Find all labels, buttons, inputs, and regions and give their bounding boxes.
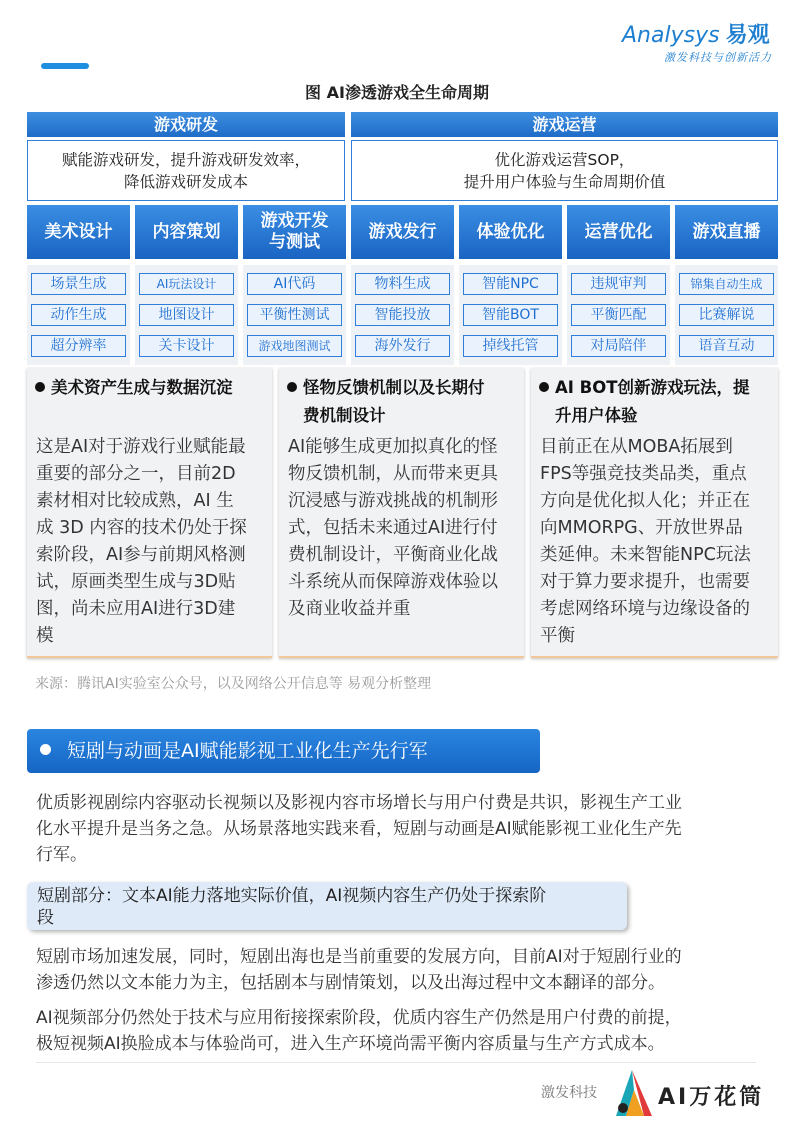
card-body-line: 素材相对比较成熟，AI 生	[36, 491, 234, 511]
capability-chip: 智能投放	[355, 304, 450, 326]
capability-chip: 超分辨率	[31, 335, 126, 357]
bullet-icon	[287, 382, 297, 392]
card-heading-text: 升用户体验	[555, 406, 638, 425]
phase-desc-ops	[351, 140, 778, 201]
card-body-line: 重要的部分之一，目前2D	[36, 464, 236, 484]
category-label-line: 游戏发行	[368, 221, 437, 242]
capability-chip: 平衡匹配	[571, 304, 666, 326]
capability-chip: 比赛解说	[679, 304, 774, 326]
category-label-line: 与测试	[269, 232, 320, 252]
kaleidoscope-icon	[610, 1068, 656, 1120]
capability-chip: 地图设计	[139, 304, 234, 326]
category-7	[675, 205, 778, 259]
card-body-line: 费机制设计，平衡商业化战	[288, 545, 498, 565]
capability-chip: 场景生成	[31, 273, 126, 295]
card-body-line: 试，原画类型生成与3D贴	[36, 572, 236, 592]
card-body	[540, 434, 772, 650]
capability-chip: 违规审判	[571, 273, 666, 295]
card-body	[36, 434, 266, 650]
capability-chip: 平衡性测试	[247, 304, 342, 326]
capability-chip: 关卡设计	[139, 335, 234, 357]
card-body-line: 图，尚未应用AI进行3D建	[36, 599, 236, 619]
chip-column	[243, 265, 346, 365]
capability-chip: 智能BOT	[463, 304, 558, 326]
category-label-line: 游戏直播	[692, 221, 761, 242]
capability-chip: 对局陪伴	[571, 335, 666, 357]
card-body-line: 这是AI对于游戏行业赋能最	[36, 437, 246, 457]
category-label-line: 游戏开发	[260, 211, 329, 231]
capability-chip: 锦集自动生成	[679, 273, 774, 295]
card-body-line: 及商业收益并重	[288, 599, 411, 619]
bullet-icon	[40, 744, 51, 755]
capability-chip: 动作生成	[31, 304, 126, 326]
card-body-line: 物反馈机制，从而带来更具	[288, 464, 498, 484]
category-label-line: 体验优化	[476, 221, 545, 242]
card-body-line: 考虑网络环境与边缘设备的	[540, 599, 750, 619]
paragraph-line: 优质影视剧综内容驱动长视频以及影视内容市场增长与用户付费是共识，影视生产工业	[36, 793, 682, 813]
card-body-line: 斗系统从而保障游戏体验以	[288, 572, 498, 592]
paragraph-line: 化水平提升是当务之急。从场景落地实践来看，短剧与动画是AI赋能影视工业化生产先	[36, 819, 682, 839]
card-body-line: 索阶段，AI参与前期风格测	[36, 545, 246, 565]
phase-header-ops: 游戏运营	[351, 112, 778, 137]
category-4	[351, 205, 454, 259]
category-5	[459, 205, 562, 259]
chip-column	[351, 265, 454, 365]
card-body-line: 沉浸感与游戏挑战的机制形	[288, 491, 498, 511]
card-body-line: 类延伸。未来智能NPC玩法	[540, 545, 751, 565]
card-body-line: 方向是优化拟人化；并正在	[540, 491, 750, 511]
phase-header-dev: 游戏研发	[27, 112, 345, 137]
card-body-line: 对于算力要求提升，也需要	[540, 572, 750, 592]
footer-divider	[36, 1062, 756, 1063]
subheading-line: 短剧部分：文本AI能力落地实际价值，AI视频内容生产仍处于探索阶	[37, 886, 547, 906]
chip-column	[459, 265, 562, 365]
capability-chip: AI玩法设计	[139, 273, 234, 295]
capability-chip: 海外发行	[355, 335, 450, 357]
capability-chip: 智能NPC	[463, 273, 558, 295]
category-2	[135, 205, 238, 259]
card-body-line: 模	[36, 626, 54, 646]
watermark-text: AI万花筒	[658, 1085, 765, 1110]
chip-column	[567, 265, 670, 365]
card-heading	[35, 374, 264, 402]
paragraph-2	[36, 944, 758, 996]
category-label-line: 美术设计	[44, 221, 113, 242]
paragraph-line: AI视频部分仍然处于技术与应用衔接探索阶段，优质内容生产仍然是用户付费的前提，	[36, 1008, 682, 1028]
footer-text: 激发科技	[541, 1085, 597, 1101]
card-body-line: AI能够生成更加拟真化的怪	[288, 437, 498, 457]
category-label	[477, 222, 545, 243]
card-body-line: 成 3D 内容的技术仍处于探	[36, 518, 247, 538]
brand-name-cn: 易观	[725, 23, 770, 48]
category-label-line: 内容策划	[152, 221, 221, 242]
capability-chip: 掉线托管	[463, 335, 558, 357]
category-label	[45, 222, 113, 243]
subheading-line: 段	[37, 908, 54, 928]
card-body-line: 目前正在从MOBA拓展到	[540, 437, 733, 457]
category-6	[567, 205, 670, 259]
capability-chip: 游戏地图测试	[247, 335, 342, 357]
card-body-line: FPS等强竞技类品类，重点	[540, 464, 747, 484]
subheading-box	[27, 882, 627, 930]
card-body-line: 向MMORPG、开放世界品	[540, 518, 743, 538]
figure-title: 图 AI渗透游戏全生命周期	[305, 83, 489, 102]
phase-desc-line: 赋能游戏研发，提升游戏研发效率，	[61, 150, 310, 169]
bullet-icon	[35, 382, 45, 392]
chip-column	[135, 265, 238, 365]
card-monster-feedback	[279, 368, 524, 658]
section-banner-text: 短剧与动画是AI赋能影视工业化生产先行军	[67, 740, 428, 762]
card-heading-text: 美术资产生成与数据沉淀	[51, 378, 233, 397]
brand-name: Analysys	[622, 23, 720, 48]
accent-bar	[41, 63, 89, 69]
phase-desc-line: 提升用户体验与生命周期价值	[463, 172, 666, 191]
card-body	[288, 434, 518, 623]
category-label	[693, 222, 761, 243]
chip-column	[675, 265, 778, 365]
card-body-line: 式，包括未来通过AI进行付	[288, 518, 498, 538]
source-note: 来源：腾讯AI实验室公众号，以及网络公开信息等 易观分析整理	[35, 676, 432, 692]
card-heading	[287, 374, 516, 430]
category-label	[369, 222, 437, 243]
section-banner	[27, 729, 540, 773]
paragraph-line: 短剧市场加速发展，同时，短剧出海也是当前重要的发展方向，目前AI对于短剧行业的	[36, 947, 682, 967]
card-heading-text: 怪物反馈机制以及长期付	[303, 378, 485, 397]
paragraph-line: 渗透仍然以文本能力为主，包括剧本与剧情策划，以及出海过程中文本翻译的部分。	[36, 973, 665, 993]
card-art-assets	[27, 368, 272, 658]
paragraph-3	[36, 1005, 758, 1057]
brand-logo	[622, 18, 772, 68]
card-heading	[539, 374, 770, 430]
category-label	[585, 222, 653, 243]
brand-tagline: 激发科技与创新活力	[664, 51, 772, 64]
chip-column	[27, 265, 130, 365]
category-label-line: 运营优化	[584, 221, 653, 242]
category-1	[27, 205, 130, 259]
capability-chip: 语音互动	[679, 335, 774, 357]
phase-desc-line: 降低游戏研发成本	[123, 172, 248, 191]
watermark-logo	[610, 1068, 780, 1120]
capability-chip: 物料生成	[355, 273, 450, 295]
card-body-line: 平衡	[540, 626, 575, 646]
capability-chip: AI代码	[247, 273, 342, 295]
bullet-icon	[539, 382, 549, 392]
phase-desc-line: 优化游戏运营SOP，	[494, 150, 635, 169]
card-ai-bot	[531, 368, 778, 658]
intro-paragraph	[36, 790, 758, 868]
card-heading-text: 费机制设计	[303, 406, 386, 425]
paragraph-line: 行军。	[36, 845, 87, 865]
category-3	[243, 205, 346, 259]
phase-desc-dev	[27, 140, 345, 201]
category-label	[153, 222, 221, 243]
card-heading-text: AI BOT创新游戏玩法，提	[555, 378, 750, 397]
category-label	[261, 211, 329, 253]
paragraph-line: 极短视频AI换脸成本与体验尚可，进入生产环境尚需平衡内容质量与生产方式成本。	[36, 1034, 665, 1054]
